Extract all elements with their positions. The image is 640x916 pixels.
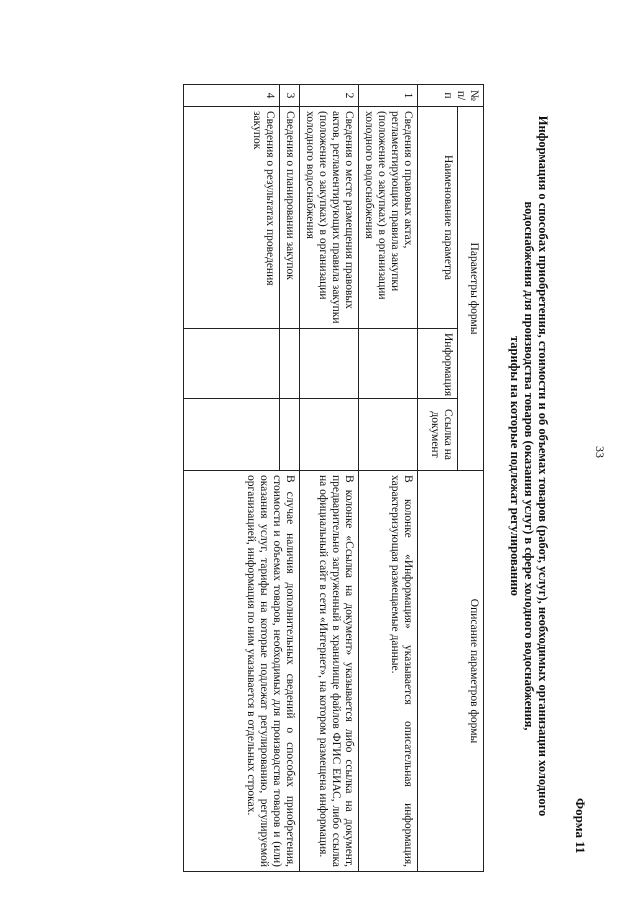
row-link [300,399,359,471]
row-link [359,399,418,471]
row-description: В колонке «Ссылка на документ» указывается либо ссылка на документ, предварительно загруженный в хранилище файлов ФГИС ЕИАС, либо ссылка на официальный сайт в сети «Интернет», на котором размещена информация. [300,471,359,872]
row-num: 2 [300,85,359,107]
title-line: водоснабжения для производства товаров (оказания услуг) в сфере холодного водоснабжения, [522,201,536,731]
page-number: 33 [593,446,607,458]
row-num: 1 [359,85,418,107]
row-description: В колонке «Информация» указывается описательная информация, характеризующая размещаемые данные. [359,471,418,872]
header-num-text: № п/п [442,90,480,101]
header-name: Наименование параметра [418,107,458,329]
row-info [184,329,280,399]
form-table [183,84,484,872]
table-row [300,85,359,872]
table-header-row [458,85,484,872]
header-description: Описание параметров формы [418,471,484,872]
title-line: тарифы на которые подлежат регулированию [508,336,522,596]
header-info: Информация [418,329,458,399]
row-info [300,329,359,399]
header-link: Ссылка на документ [418,399,458,471]
title-line: Информация о способах приобретения, стоимости и об объемах товаров (работ, услуг), необходимых организации холодного [536,115,550,817]
table-row [280,85,300,872]
row-name: Сведения о результатах проведения закупок [184,107,280,329]
document-title [508,66,550,866]
row-num: 3 [280,85,300,107]
row-description: В случае наличия дополнительных сведений о способах приобретения, стоимости и объемах товаров, необходимых для производства товаров и (или) оказания услуг, тарифы на которые подлежат регулированию, регулируемой организацией, информация по ним указывается в отдельных строках. [184,471,300,872]
form-label: Форма 11 [573,798,588,854]
row-num: 4 [184,85,280,107]
table-row [359,85,418,872]
row-link [280,399,300,471]
row-name: Сведения о месте размещения правовых актов, регламентирующих правила закупки (положение о закупках) в организации холодного водоснабжения [300,107,359,329]
header-params-group: Параметры формы [458,107,484,471]
row-link [184,399,280,471]
header-num [418,85,484,107]
row-info [359,329,418,399]
row-name: Сведения о планировании закупок [280,107,300,329]
row-name: Сведения о правовых актах, регламентирующих правила закупки (положение о закупках) в организации холодного водоснабжения [359,107,418,329]
row-info [280,329,300,399]
